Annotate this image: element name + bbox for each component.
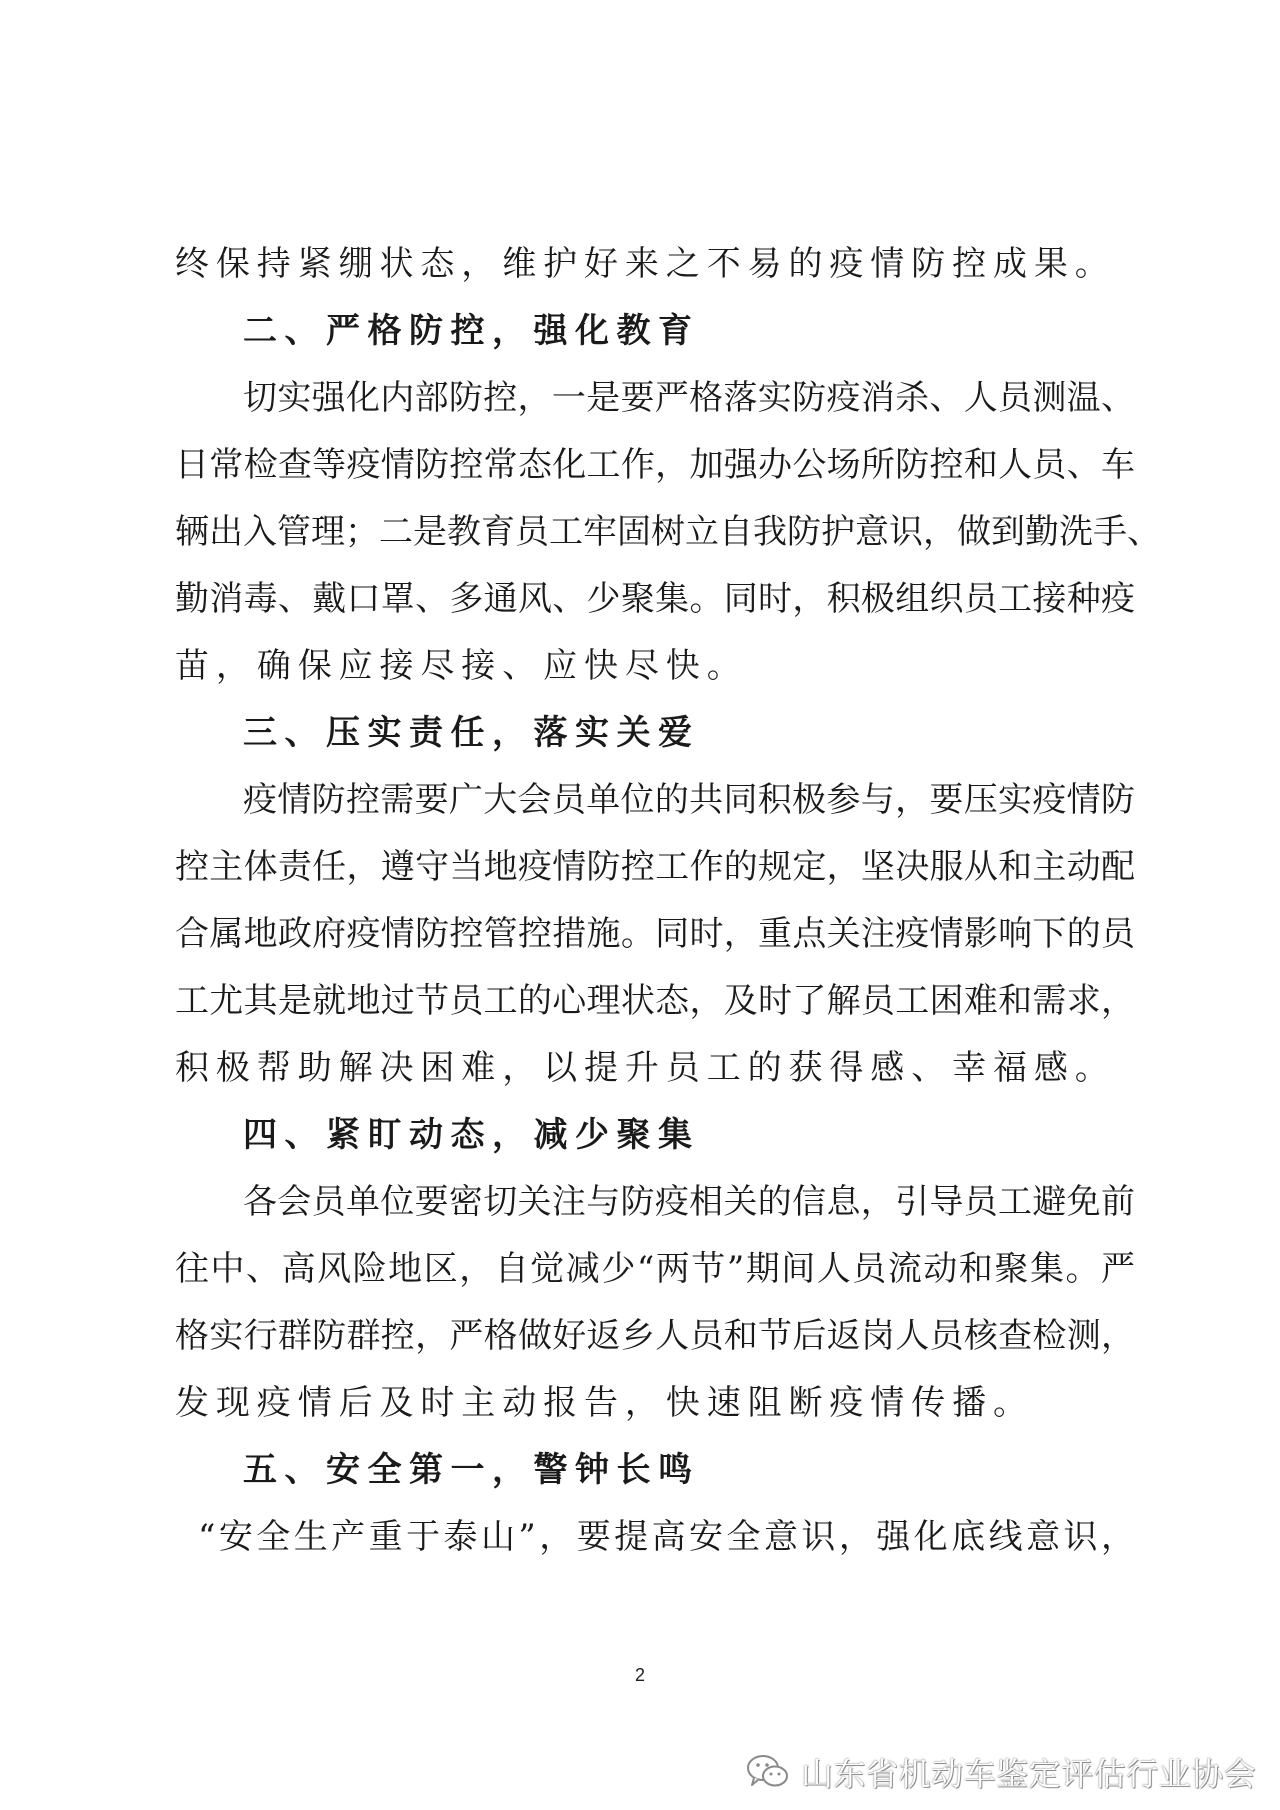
paragraph-line: 终保持紧绷状态，维护好来之不易的疫情防控成果。 (175, 244, 1116, 284)
paragraph-line: 苗，确保应接尽接、应快尽快。 (175, 646, 748, 686)
paragraph-line: 辆出入管理；二是教育员工牢固树立自我防护意识，做到勤洗手、 (175, 512, 1161, 552)
paragraph-line: 合属地政府疫情防控管控措施。同时，重点关注疫情影响下的员 (175, 914, 1135, 954)
wechat-icon (745, 1752, 791, 1792)
section-heading-2: 二、严格防控，强化教育 (243, 311, 700, 351)
paragraph-line: 发现疫情后及时主动报告，快速阻断疫情传播。 (175, 1383, 1034, 1423)
watermark-text: 山东省机动车鉴定评估行业协会 (801, 1755, 1257, 1793)
paragraph-line: 工尤其是就地过节员工的心理状态，及时了解员工困难和需求， (175, 981, 1135, 1021)
paragraph-line: 积极帮助解决困难，以提升员工的获得感、幸福感。 (175, 1048, 1116, 1088)
section-heading-5: 五、安全第一，警钟长鸣 (243, 1450, 700, 1490)
paragraph-line: 疫情防控需要广大会员单位的共同积极参与，要压实疫情防 (243, 780, 1135, 820)
paragraph-line: 格实行群防群控，严格做好返乡人员和节后返岗人员核查检测， (175, 1316, 1135, 1356)
paragraph-line: 日常检查等疫情防控常态化工作，加强办公场所防控和人员、车 (175, 445, 1135, 485)
paragraph-line: 勤消毒、戴口罩、多通风、少聚集。同时，积极组织员工接种疫 (175, 579, 1135, 619)
paragraph-line: 切实强化内部防控，一是要严格落实防疫消杀、人员测温、 (243, 378, 1135, 418)
section-heading-4: 四、紧盯动态，减少聚集 (243, 1115, 700, 1155)
watermark (745, 1748, 1256, 1796)
page-number: 2 (634, 1665, 645, 1685)
paragraph-line: 控主体责任，遵守当地疫情防控工作的规定，坚决服从和主动配 (175, 847, 1135, 887)
paragraph-line: 各会员单位要密切关注与防疫相关的信息，引导员工避免前 (243, 1182, 1135, 1222)
paragraph-line: 往中、高风险地区，自觉减少“两节”期间人员流动和聚集。严 (175, 1249, 1135, 1289)
section-heading-3: 三、压实责任，落实关爱 (243, 713, 700, 753)
paragraph-line: “安全生产重于泰山”，要提高安全意识，强化底线意识， (198, 1517, 1135, 1557)
